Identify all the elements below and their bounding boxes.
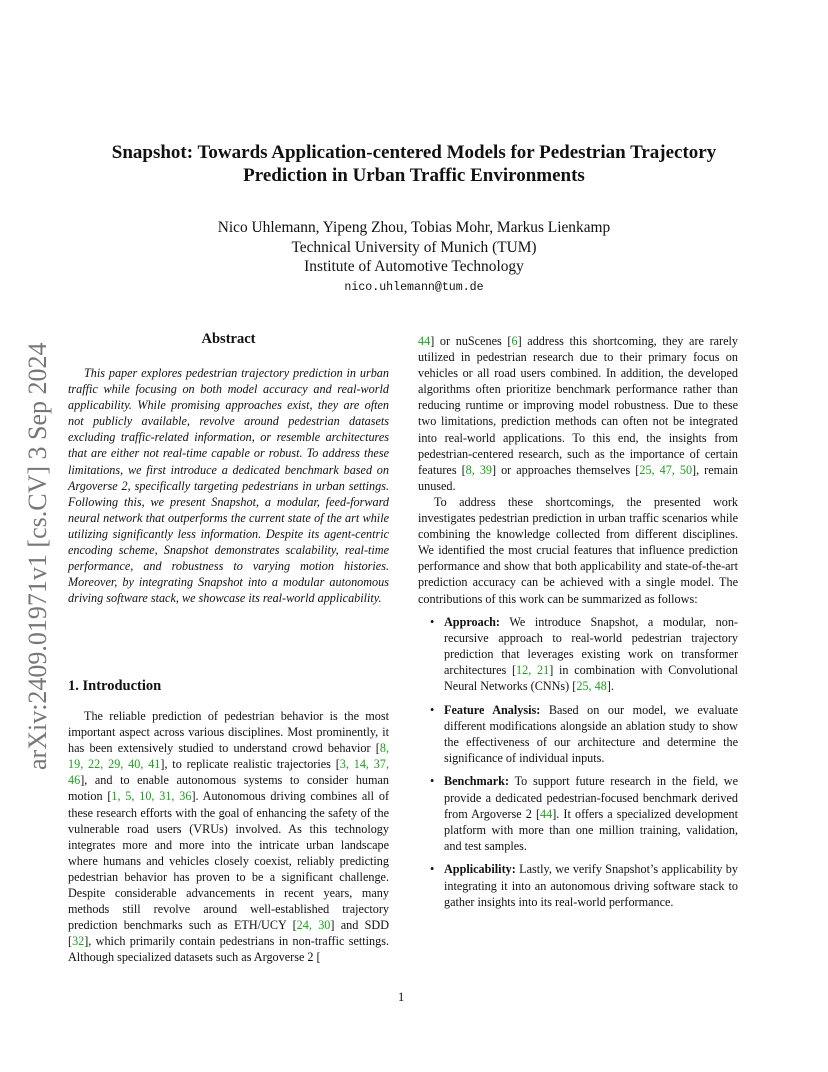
contribution-item-applicability <box>430 861 738 909</box>
section-heading-introduction: 1. Introduction <box>68 678 162 694</box>
contribution-label: Applicability: <box>444 862 516 877</box>
contribution-label: Approach: <box>444 614 500 629</box>
citation-link[interactable]: 8, 19, 22, 29, 40, 41 <box>68 741 389 772</box>
introduction-left-column <box>68 708 389 966</box>
intro-text: The reliable prediction of pedestrian behavior is the most important aspect across various disciplines. Most prominently, it has been extensively studied to understand crowd behavior [ <box>68 709 389 756</box>
bullet-glyph: • <box>430 702 435 717</box>
author-email[interactable]: nico.uhlemann@tum.de <box>344 280 484 294</box>
citation-link[interactable]: 6 <box>511 334 518 348</box>
citation-link[interactable]: 44 <box>540 806 553 821</box>
contribution-label: Benchmark: <box>444 774 509 789</box>
bullet-glyph: • <box>430 774 435 789</box>
contribution-item-benchmark <box>430 773 738 853</box>
intro-text: ], which primarily contain pedestrians in non-traffic settings. Although specialized datasets such as Argoverse 2 [ <box>68 934 389 965</box>
intro-paragraph-2: To address these shortcomings, the presented work investigates pedestrian prediction in urban traffic scenarios while combining the knowledge collected from different disciplines. We identified the most crucial features that influence prediction performance and show that both applicability and state-of-the-art prediction accuracy can be achieved with a single model. The contributions of this work can be summarized as follows: <box>418 494 738 606</box>
citation-link[interactable]: 8, 39 <box>465 462 493 477</box>
citation-link[interactable]: 25, 47, 50 <box>639 462 693 477</box>
intro-text: ] or nuScenes [ <box>430 334 512 348</box>
intro-text: ]. Autonomous driving combines all of these research efforts with the goal of enhancing the safety of the vulnerable road users (VRUs) involved. As this technology integrates more and more into the intricate urban landscape where humans and vehicles closely coexist, reliably predicting pedestrian behavior has proven to be a significant challenge. Despite considerable advancements in recent years, many methods still revolve around well-established trajectory prediction benchmarks such as ETH/UCY [ <box>68 789 389 933</box>
contribution-text: Based on our model, we evaluate different modifications alongside an ablation study to show the effectiveness of our architecture and determine the significance of individual inputs. <box>444 702 738 765</box>
citation-link[interactable]: 44 <box>418 334 431 348</box>
arxiv-identifier-stamp <box>12 290 54 770</box>
affiliation-institute: Institute of Automotive Technology <box>304 258 524 275</box>
introduction-right-column <box>418 333 738 917</box>
paper-title <box>60 141 768 187</box>
page-number: 1 <box>398 990 405 1004</box>
bullet-glyph: • <box>430 614 435 629</box>
intro-text: ], to replicate realistic trajectories [ <box>160 757 340 772</box>
contribution-text: To support future research in the field, we provide a dedicated pedestrian-focused benchmark derived from Argoverse 2 [ <box>444 774 738 821</box>
intro-text: ], and to enable autonomous systems to consider human motion [ <box>68 773 389 804</box>
intro-paragraph-1-continued <box>418 333 738 494</box>
citation-link[interactable]: 3, 14, 37, 46 <box>68 757 390 788</box>
citation-link[interactable]: 12, 21 <box>516 662 550 677</box>
abstract-heading: Abstract <box>201 331 256 347</box>
abstract-paragraph: This paper explores pedestrian trajectory prediction in urban traffic while focusing on both model accuracy and real-world applicability. While promising approaches exist, they are often not publicly available, revolve around pedestrian datasets excluding traffic-related information, or resemble architectures that are either not real-time capable or robust. To address these limitations, we first introduce a dedicated benchmark based on Argoverse 2, specifically targeting pedestrians in urban settings. Following this, we present Snapshot, a modular, feed-forward neural network that outperforms the current state of the art while utilizing significantly less information. Despite its agent-centric encoding scheme, Snapshot demonstrates scalability, real-time performance, and robustness to varying motion histories. Moreover, by integrating Snapshot into a modular autonomous driving software stack, we showcase its real-world applicability. <box>68 366 389 606</box>
title-line-2: Prediction in Urban Traffic Environments <box>243 165 585 186</box>
author-names: Nico Uhlemann, Yipeng Zhou, Tobias Mohr, Markus Lienkamp <box>217 219 611 236</box>
intro-text: ] and SDD [ <box>68 918 390 949</box>
intro-text: ] or approaches themselves [ <box>492 462 640 477</box>
citation-link[interactable]: 25, 48 <box>576 678 607 693</box>
citation-link[interactable]: 24, 30 <box>296 918 331 933</box>
affiliation-university: Technical University of Munich (TUM) <box>291 238 537 256</box>
citation-link[interactable]: 1, 5, 10, 31, 36 <box>111 789 192 804</box>
citation-link[interactable]: 32 <box>72 934 85 949</box>
author-block <box>60 218 768 297</box>
contribution-item-approach <box>430 614 739 694</box>
intro-text: ] address this shortcoming, they are rarely utilized in pedestrian research due to their primary focus on vehicles or all road users combined. In addition, the developed algorithms often prioritize benchmark performance rather than reducing runtime or improving model robustness. Due to these two limitations, prediction methods can often not be integrated into real-world applications. To this end, the insights from pedestrian-centered research, such as the importance of certain features [ <box>418 334 738 477</box>
intro-paragraph-1 <box>68 708 389 966</box>
title-line-1: Snapshot: Towards Application-centered Models for Pedestrian Trajectory <box>111 142 717 163</box>
contributions-list <box>418 614 738 910</box>
bullet-glyph: • <box>430 862 435 877</box>
contribution-text: ] in combination with Convolutional Neural Networks (CNNs) [ <box>444 662 739 693</box>
contribution-item-feature-analysis <box>430 702 738 766</box>
arxiv-identifier-text: arXiv:2409.01971v1 [cs.CV] 3 Sep 2024 <box>23 342 52 770</box>
contribution-text: ]. <box>606 678 614 693</box>
contribution-text: We introduce Snapshot, a modular, non-recursive approach to real-world pedestrian trajectory prediction that leverages existing work on transformer architectures [ <box>444 614 738 677</box>
abstract-text <box>68 365 389 606</box>
intro-text: ], remain unused. <box>418 462 739 493</box>
contribution-text: ]. It offers a specialized development platform with more than one million training, validation, and test samples. <box>444 806 738 853</box>
contribution-text: Lastly, we verify Snapshot’s applicability by integrating it into an autonomous driving software stack to gather insights into its real-world performance. <box>444 862 738 909</box>
contribution-label: Feature Analysis: <box>444 702 541 717</box>
